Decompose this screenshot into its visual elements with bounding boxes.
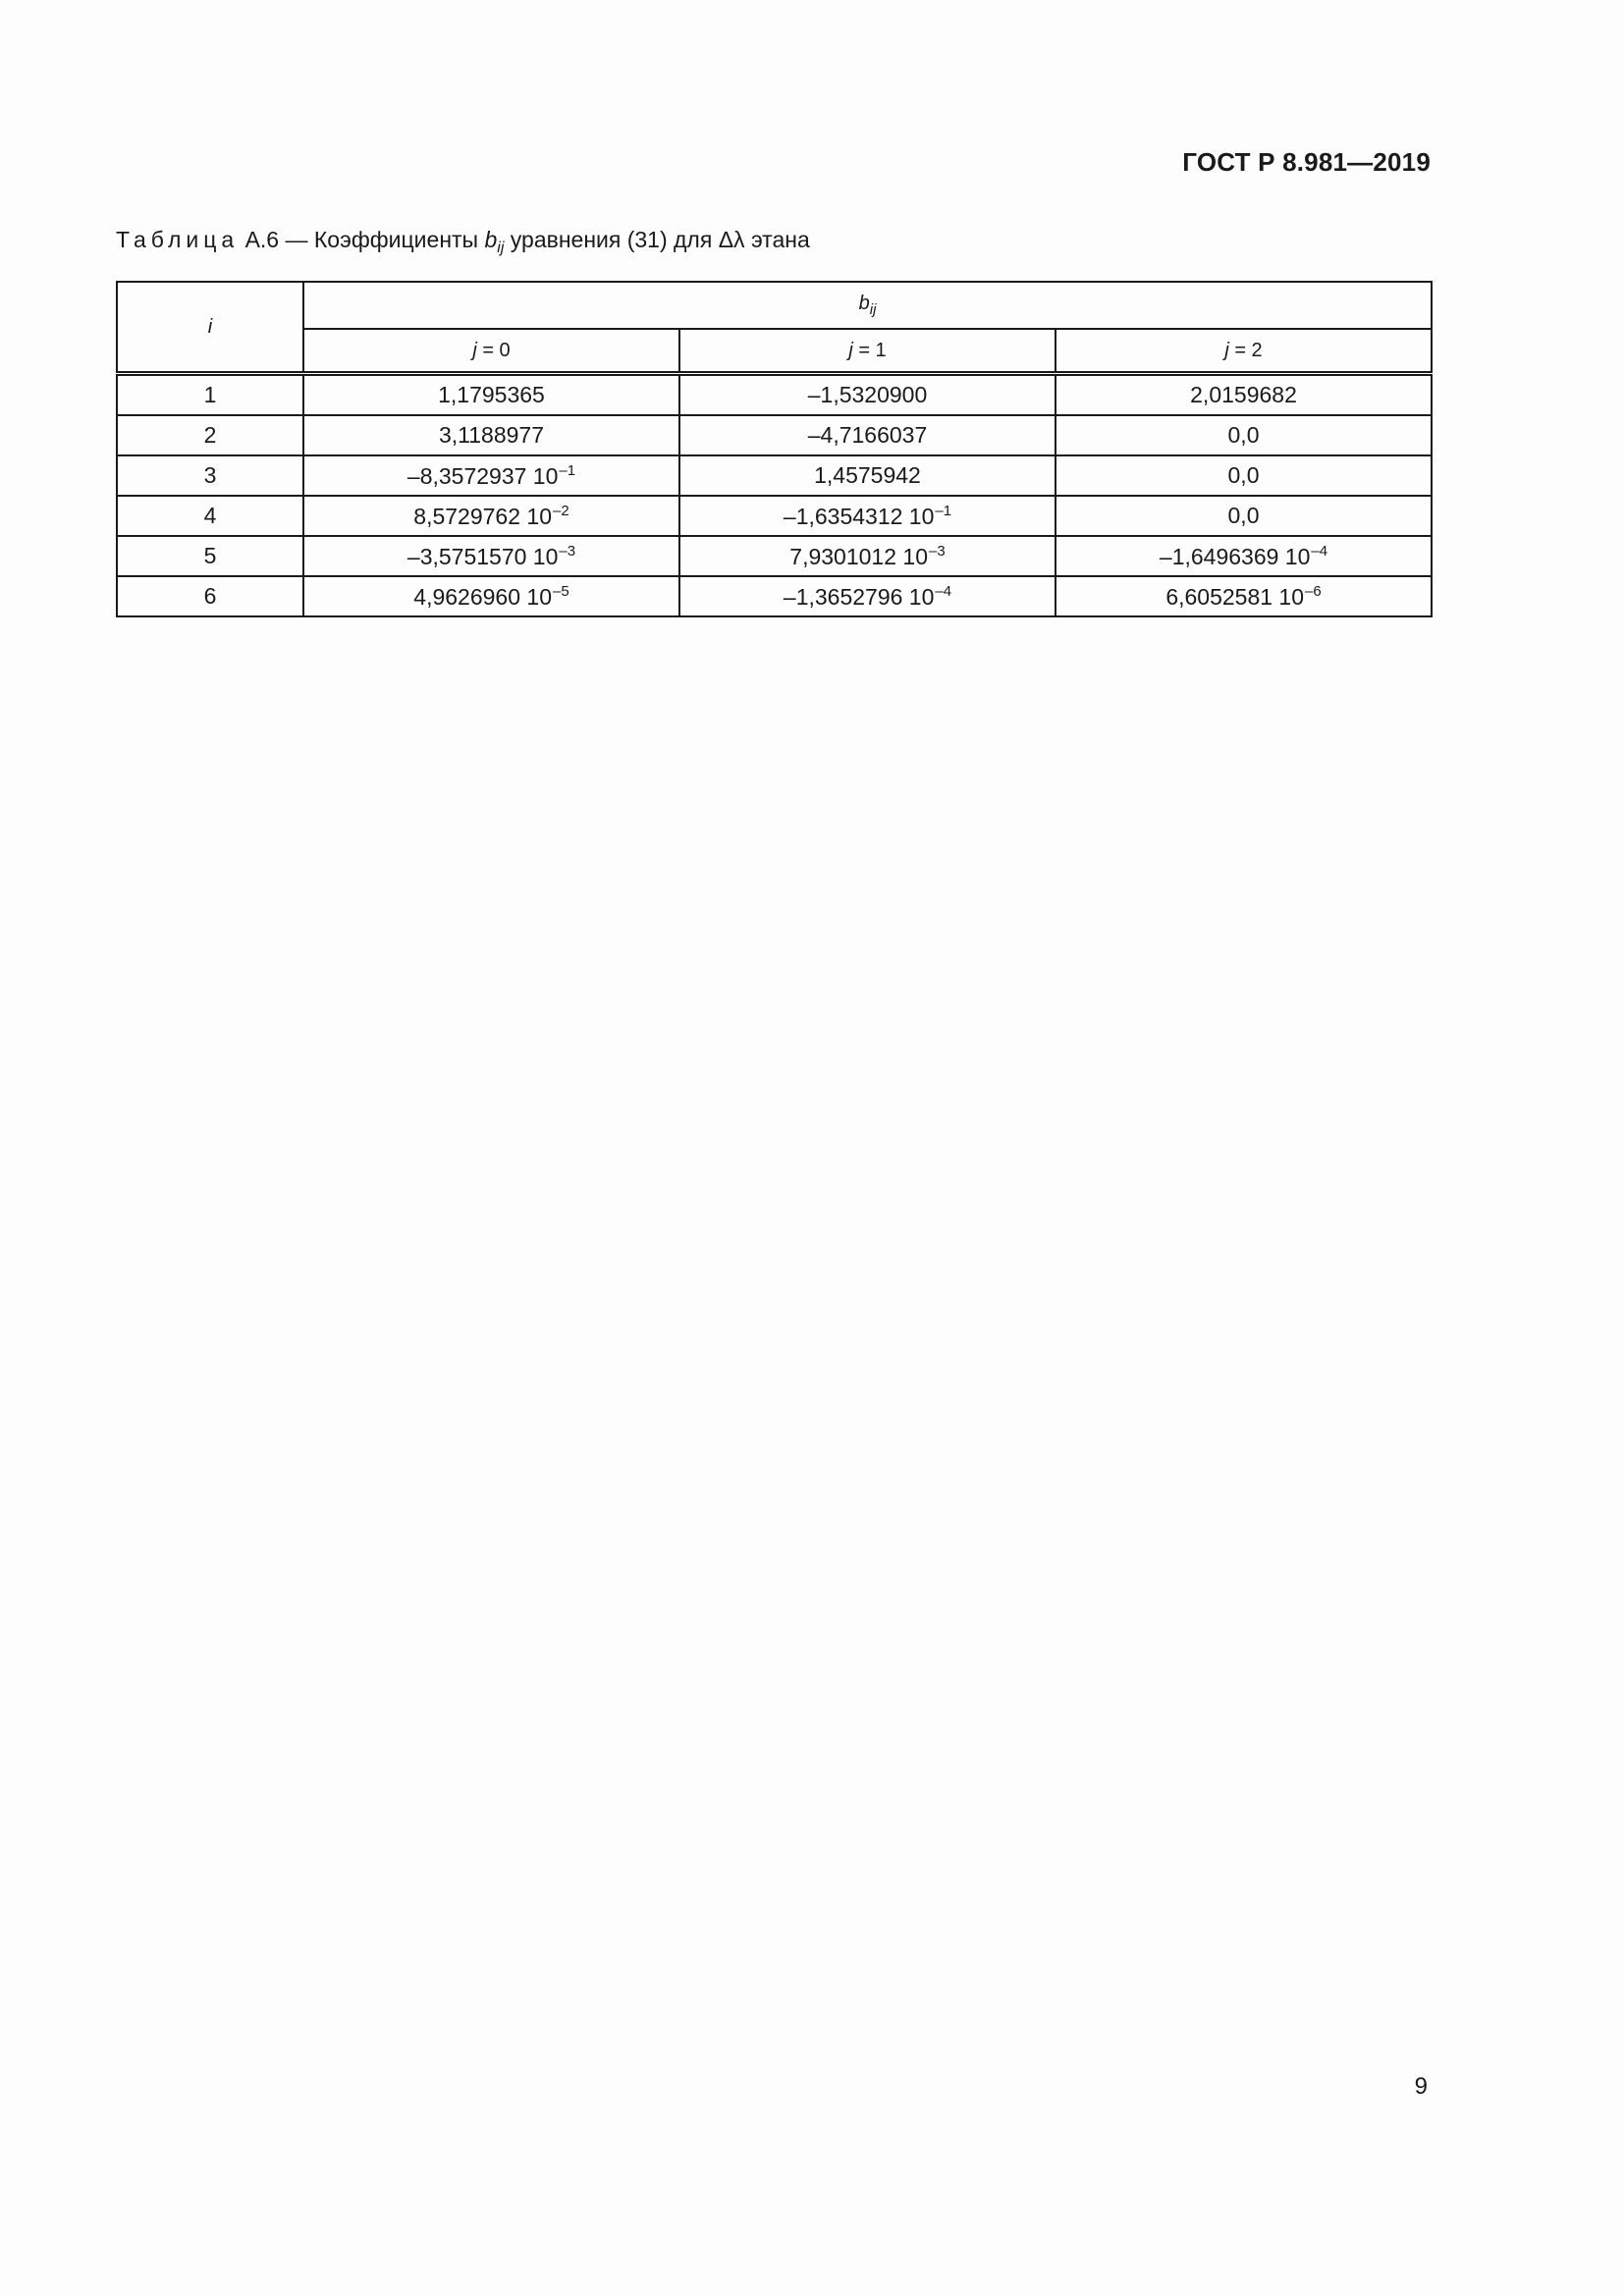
coefficient-cell bbox=[679, 496, 1056, 536]
coefficient-cell bbox=[679, 536, 1056, 576]
table-row bbox=[117, 536, 1432, 576]
coefficient-cell bbox=[1056, 496, 1432, 536]
group-symbol: b bbox=[858, 293, 870, 314]
coefficient-exponent: –4 bbox=[935, 582, 952, 600]
coefficient-exponent: –1 bbox=[935, 502, 952, 519]
row-index: 3 bbox=[117, 455, 303, 496]
coefficient-mantissa: 0,0 bbox=[1227, 422, 1260, 448]
coefficient-exponent: –2 bbox=[553, 502, 569, 519]
column-header-var: j bbox=[1224, 339, 1229, 361]
coefficient-cell bbox=[303, 455, 679, 496]
coefficient-cell bbox=[1056, 576, 1432, 616]
coefficient-exponent: –3 bbox=[559, 542, 576, 560]
caption-number: А.6 — bbox=[244, 227, 308, 252]
coefficient-cell bbox=[1056, 374, 1432, 416]
coefficient-exponent: –5 bbox=[553, 582, 569, 600]
table-row bbox=[117, 455, 1432, 496]
coefficient-cell bbox=[303, 374, 679, 416]
coefficient-exponent: –6 bbox=[1305, 582, 1322, 600]
coefficient-mantissa: –1,3652796 10 bbox=[783, 583, 935, 610]
coefficient-group-header bbox=[303, 282, 1432, 329]
column-header-eq: = 0 bbox=[476, 339, 511, 361]
column-header-eq: = 1 bbox=[852, 339, 887, 361]
coefficient-mantissa: 3,1188977 bbox=[438, 422, 544, 448]
caption-symbol: b bbox=[484, 227, 498, 252]
table-row bbox=[117, 496, 1432, 536]
coefficient-mantissa: –4,7166037 bbox=[807, 422, 928, 448]
coefficient-mantissa: 6,6052581 10 bbox=[1165, 583, 1305, 610]
table-row bbox=[117, 415, 1432, 455]
column-header-j0 bbox=[303, 329, 679, 374]
coefficient-mantissa: –1,5320900 bbox=[807, 382, 928, 407]
caption-text-after: уравнения (31) для Δλ этана bbox=[510, 227, 810, 252]
coefficient-cell bbox=[303, 536, 679, 576]
row-index: 2 bbox=[117, 415, 303, 455]
coefficient-cell bbox=[679, 576, 1056, 616]
coefficient-cell bbox=[1056, 536, 1432, 576]
column-header-eq: = 2 bbox=[1228, 339, 1263, 361]
caption-text-before: Коэффициенты bbox=[313, 227, 479, 252]
row-index: 5 bbox=[117, 536, 303, 576]
coefficient-mantissa: 0,0 bbox=[1227, 503, 1260, 528]
group-symbol-subscript: ij bbox=[869, 301, 877, 318]
row-index: 6 bbox=[117, 576, 303, 616]
page-number: 9 bbox=[1414, 2073, 1428, 2100]
coefficient-mantissa: –3,5751570 10 bbox=[406, 543, 559, 569]
coefficient-cell bbox=[679, 415, 1056, 455]
caption-symbol-subscript: ij bbox=[497, 240, 505, 256]
coefficient-cell bbox=[679, 455, 1056, 496]
coefficients-table bbox=[116, 281, 1433, 617]
table-row bbox=[117, 576, 1432, 616]
coefficient-mantissa: –8,3572937 10 bbox=[406, 462, 559, 489]
coefficient-exponent: –1 bbox=[559, 461, 576, 479]
table-row bbox=[117, 374, 1432, 416]
coefficient-cell bbox=[1056, 455, 1432, 496]
coefficient-mantissa: 1,1795365 bbox=[438, 382, 545, 407]
column-header-j1 bbox=[679, 329, 1056, 374]
row-index: 1 bbox=[117, 374, 303, 416]
coefficient-cell bbox=[679, 374, 1056, 416]
coefficient-mantissa: 4,9626960 10 bbox=[413, 583, 552, 610]
table-caption bbox=[116, 227, 810, 257]
index-column-header: i bbox=[117, 282, 303, 374]
coefficient-exponent: –3 bbox=[929, 542, 946, 560]
column-header-j2 bbox=[1056, 329, 1432, 374]
coefficient-mantissa: 8,5729762 10 bbox=[413, 503, 552, 529]
coefficient-mantissa: –1,6496369 10 bbox=[1159, 543, 1311, 569]
coefficient-mantissa: 7,9301012 10 bbox=[789, 543, 928, 569]
coefficient-mantissa: 1,4575942 bbox=[814, 462, 921, 488]
coefficient-mantissa: 2,0159682 bbox=[1190, 382, 1297, 407]
coefficient-cell bbox=[1056, 415, 1432, 455]
coefficient-mantissa: –1,6354312 10 bbox=[783, 503, 935, 529]
document-standard-header: ГОСТ Р 8.981—2019 bbox=[1182, 147, 1431, 177]
coefficient-exponent: –4 bbox=[1311, 542, 1328, 560]
row-index: 4 bbox=[117, 496, 303, 536]
caption-label: Таблица bbox=[116, 227, 240, 252]
coefficient-cell bbox=[303, 576, 679, 616]
coefficient-mantissa: 0,0 bbox=[1227, 462, 1260, 488]
column-header-var: j bbox=[848, 339, 853, 361]
coefficient-cell bbox=[303, 415, 679, 455]
column-header-var: j bbox=[472, 339, 477, 361]
coefficient-cell bbox=[303, 496, 679, 536]
